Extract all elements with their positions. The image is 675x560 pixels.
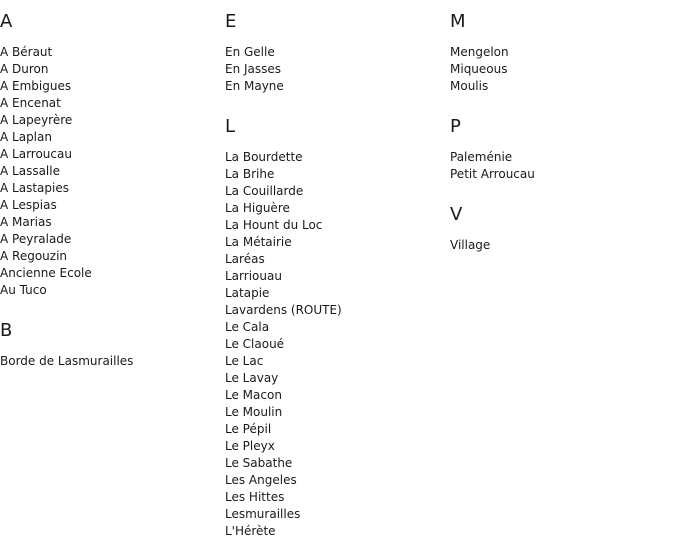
- street-link[interactable]: A Embigues: [0, 79, 72, 93]
- list-item: [225, 336, 445, 353]
- list-item: [0, 197, 220, 214]
- letter-heading-p: P: [450, 116, 461, 137]
- street-link[interactable]: Miqueous: [450, 62, 508, 76]
- letter-group-b: [0, 319, 220, 370]
- street-link[interactable]: Laréas: [225, 252, 265, 266]
- list-item: [225, 370, 445, 387]
- street-link[interactable]: Mengelon: [450, 45, 509, 59]
- letter-heading-m: M: [450, 11, 466, 32]
- list-item: [450, 237, 670, 254]
- list-item: [225, 251, 445, 268]
- list-item: [225, 421, 445, 438]
- letter-group-v: [450, 203, 670, 254]
- column-3: [450, 10, 670, 274]
- street-link[interactable]: A Regouzin: [0, 249, 68, 263]
- street-link[interactable]: A Lespias: [0, 198, 57, 212]
- street-link[interactable]: Le Lavay: [225, 371, 279, 385]
- street-link[interactable]: Paleménie: [450, 150, 513, 164]
- street-link[interactable]: A Béraut: [0, 45, 53, 59]
- list-item: [0, 180, 220, 197]
- letter-heading-e: E: [225, 11, 237, 32]
- street-link[interactable]: A Peyralade: [0, 232, 72, 246]
- street-link[interactable]: Le Pépil: [225, 422, 272, 436]
- street-link[interactable]: A Larroucau: [0, 147, 72, 161]
- list-item: [225, 506, 445, 523]
- list-item: [225, 302, 445, 319]
- street-link[interactable]: A Marias: [0, 215, 52, 229]
- street-link[interactable]: En Jasses: [225, 62, 282, 76]
- street-link[interactable]: En Mayne: [225, 79, 284, 93]
- list-item: [225, 149, 445, 166]
- list-item: [0, 248, 220, 265]
- street-link[interactable]: Le Sabathe: [225, 456, 293, 470]
- street-link[interactable]: Larriouau: [225, 269, 282, 283]
- street-link[interactable]: Le Lac: [225, 354, 264, 368]
- street-link[interactable]: A Laplan: [0, 130, 52, 144]
- street-list-v: [450, 237, 670, 254]
- list-item: [0, 95, 220, 112]
- list-item: [225, 217, 445, 234]
- street-link[interactable]: Village: [450, 238, 491, 252]
- street-link[interactable]: La Métairie: [225, 235, 292, 249]
- list-item: [225, 353, 445, 370]
- street-list-l: [225, 149, 445, 540]
- list-item: [450, 44, 670, 61]
- street-list-m: [450, 44, 670, 95]
- list-item: [225, 387, 445, 404]
- list-item: [225, 523, 445, 540]
- street-link[interactable]: La Hount du Loc: [225, 218, 323, 232]
- list-item: [225, 319, 445, 336]
- list-item: [0, 112, 220, 129]
- street-link[interactable]: Le Pleyx: [225, 439, 275, 453]
- column-1: [0, 10, 220, 390]
- list-item: [0, 265, 220, 282]
- list-item: [225, 183, 445, 200]
- letter-heading-v: V: [450, 204, 463, 225]
- list-item: [0, 163, 220, 180]
- street-link[interactable]: Le Macon: [225, 388, 282, 402]
- list-item: [0, 78, 220, 95]
- street-list-e: [225, 44, 445, 95]
- street-list-b: [0, 353, 220, 370]
- street-link[interactable]: Les Angeles: [225, 473, 297, 487]
- street-link[interactable]: Borde de Lasmurailles: [0, 354, 134, 368]
- list-item: [450, 78, 670, 95]
- list-item: [450, 61, 670, 78]
- street-link[interactable]: Le Moulin: [225, 405, 283, 419]
- street-link[interactable]: La Higuère: [225, 201, 290, 215]
- street-link[interactable]: Lesmurailles: [225, 507, 301, 521]
- street-link[interactable]: A Duron: [0, 62, 49, 76]
- street-link[interactable]: A Lassalle: [0, 164, 60, 178]
- street-link[interactable]: La Brihe: [225, 167, 275, 181]
- list-item: [225, 78, 445, 95]
- list-item: [225, 44, 445, 61]
- list-item: [225, 404, 445, 421]
- letter-group-l: [225, 115, 445, 540]
- list-item: [0, 146, 220, 163]
- street-link[interactable]: La Couillarde: [225, 184, 304, 198]
- street-link[interactable]: L'Hérète: [225, 524, 276, 538]
- letter-heading-a: A: [0, 11, 13, 32]
- letter-group-a: [0, 10, 220, 299]
- street-link[interactable]: Le Claoué: [225, 337, 285, 351]
- list-item: [0, 61, 220, 78]
- column-2: [225, 10, 445, 560]
- list-item: [225, 489, 445, 506]
- street-link[interactable]: Ancienne Ecole: [0, 266, 92, 280]
- street-list-p: [450, 149, 670, 183]
- list-item: [225, 268, 445, 285]
- list-item: [225, 166, 445, 183]
- list-item: [0, 353, 220, 370]
- street-link[interactable]: A Encenat: [0, 96, 61, 110]
- list-item: [0, 214, 220, 231]
- street-link[interactable]: Petit Arroucau: [450, 167, 535, 181]
- list-item: [0, 231, 220, 248]
- list-item: [0, 129, 220, 146]
- street-link[interactable]: A Lapeyrère: [0, 113, 73, 127]
- list-item: [225, 472, 445, 489]
- list-item: [225, 234, 445, 251]
- street-link[interactable]: Le Cala: [225, 320, 270, 334]
- list-item: [225, 455, 445, 472]
- letter-group-m: [450, 10, 670, 95]
- letter-heading-b: B: [0, 320, 13, 341]
- list-item: [225, 285, 445, 302]
- list-item: [225, 200, 445, 217]
- list-item: [225, 61, 445, 78]
- street-link[interactable]: La Bourdette: [225, 150, 303, 164]
- street-link[interactable]: A Lastapies: [0, 181, 69, 195]
- street-link[interactable]: Au Tuco: [0, 283, 47, 297]
- letter-group-p: [450, 115, 670, 183]
- street-list-a: [0, 44, 220, 299]
- letter-group-e: [225, 10, 445, 95]
- street-link[interactable]: Moulis: [450, 79, 489, 93]
- list-item: [450, 149, 670, 166]
- list-item: [0, 44, 220, 61]
- list-item: [225, 438, 445, 455]
- list-item: [0, 282, 220, 299]
- list-item: [450, 166, 670, 183]
- letter-heading-l: L: [225, 116, 236, 137]
- street-link[interactable]: En Gelle: [225, 45, 275, 59]
- street-link[interactable]: Lavardens (ROUTE): [225, 303, 342, 317]
- street-link[interactable]: Les Hittes: [225, 490, 285, 504]
- street-link[interactable]: Latapie: [225, 286, 270, 300]
